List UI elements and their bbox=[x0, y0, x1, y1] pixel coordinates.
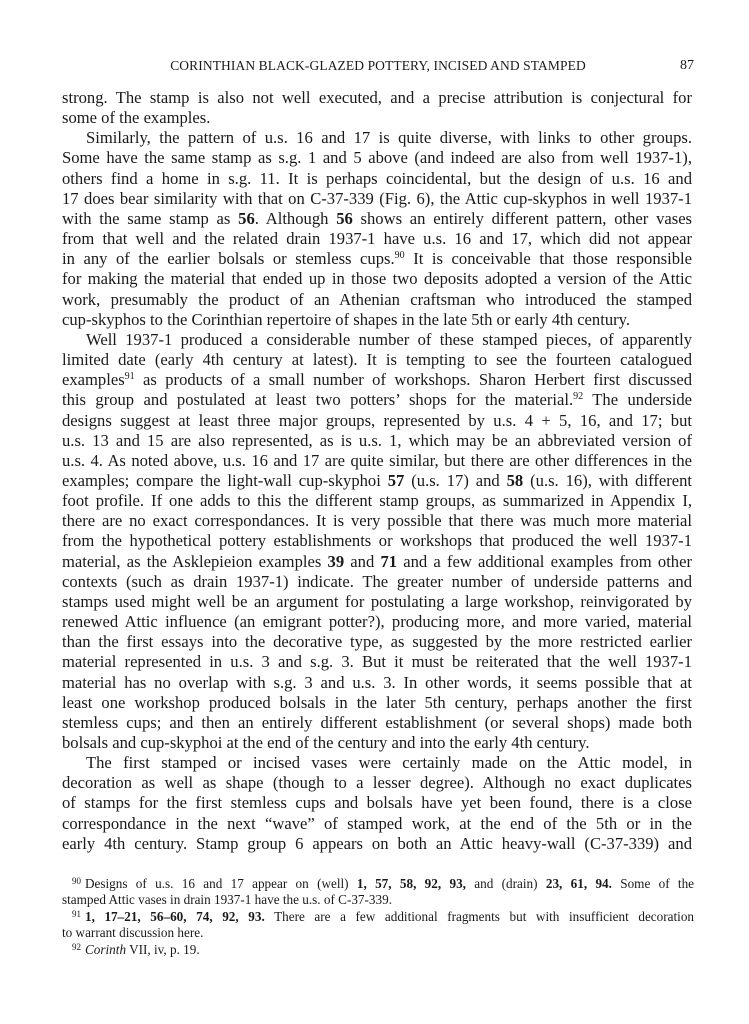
text-line: designs suggest at least three major groups, represented by u.s. 4 + 5, 16, and 17; but bbox=[62, 410, 692, 430]
text-run: Designs of u.s. 16 and 17 appear on (well) bbox=[85, 876, 357, 891]
text-run: There are a few additional fragments but with insufficient decoration bbox=[264, 908, 695, 924]
footnote-number: 92 bbox=[72, 941, 81, 952]
footnotes bbox=[62, 876, 694, 958]
paragraph-1 bbox=[62, 88, 692, 128]
text-line bbox=[62, 209, 692, 229]
footnote-line: stamped Attic vases in drain 1937-1 have the u.s. of C-37-339. bbox=[62, 892, 392, 908]
text-line bbox=[62, 471, 692, 491]
text-line: least one workshop produced bolsals in the later 5th century, perhaps another the first bbox=[62, 692, 692, 712]
text-line: work, presumably the product of an Athenian craftsman who introduced the stamped bbox=[62, 289, 692, 309]
text-line bbox=[62, 249, 692, 269]
catalogue-ref: 56 bbox=[336, 208, 353, 228]
text-run: this group and postulated at least two potters’ shops for the material. bbox=[62, 390, 574, 410]
text-line: others find a home in s.g. 11. It is perhaps coincidental, but the design of u.s. 16 and bbox=[62, 168, 692, 188]
text-run: examples bbox=[62, 370, 125, 390]
body-text bbox=[62, 88, 692, 854]
text-run: It is conceivable that those responsible bbox=[404, 249, 692, 269]
text-line: stamps used might well be an argument for postulating a large workshop, reinvigorated by bbox=[62, 591, 692, 611]
text-line: Well 1937-1 produced a considerable number of these stamped pieces, of apparently bbox=[86, 329, 692, 349]
text-line: renewed Attic influence (an emigrant potter?), producing more, and more varied, material bbox=[62, 612, 692, 632]
running-head bbox=[62, 58, 694, 78]
text-line: foot profile. If one adds to this the different stamp groups, as summarized in Appendix I, bbox=[62, 491, 692, 511]
catalogue-ref: 56 bbox=[238, 208, 255, 228]
text-line: than the first essays into the decorative type, as suggested by the more restricted earlier bbox=[62, 632, 692, 652]
text-line: 17 does bear similarity with that on C-37-339 (Fig. 6), the Attic cup-skyphos in well 1937-1 bbox=[62, 188, 692, 208]
text-run: with the same stamp as bbox=[62, 208, 239, 228]
text-run: material, as the Asklepieion examples bbox=[62, 551, 328, 571]
text-run: and bbox=[344, 551, 381, 571]
footnote-number: 90 bbox=[72, 876, 81, 886]
footnote-line bbox=[62, 942, 694, 958]
paragraph-4 bbox=[62, 753, 692, 854]
text-line: bolsals and cup-skyphoi at the end of the century and into the early 4th century. bbox=[62, 733, 590, 752]
text-run: The underside bbox=[583, 390, 692, 410]
text-line: The first stamped or incised vases were certainly made on the Attic model, in bbox=[86, 753, 692, 773]
text-run: . Although bbox=[254, 208, 337, 228]
text-line: early 4th century. Stamp group 6 appears on both an Attic heavy-wall (C-37-339) and bbox=[62, 833, 692, 853]
catalogue-refs: 1, 57, 58, 92, 93, bbox=[356, 876, 466, 891]
footnote-92 bbox=[62, 942, 694, 958]
text-run: as products of a small number of workshops. Sharon Herbert first discussed bbox=[134, 370, 692, 390]
text-line: u.s. 13 and 15 are also represented, as is u.s. 1, which may be an abbreviated version of bbox=[62, 430, 692, 450]
text-line: contexts (such as drain 1937-1) indicate. The greater number of underside patterns and bbox=[62, 571, 692, 591]
text-line: stemless cups; and then an entirely different establishment (or several shops) made both bbox=[62, 712, 692, 732]
text-run: shows an entirely different pattern, other vases bbox=[352, 208, 693, 228]
catalogue-ref: 71 bbox=[380, 551, 398, 571]
text-line: from that well and the related drain 1937-1 have u.s. 16 and 17, which did not appear bbox=[62, 229, 692, 249]
text-run: (u.s. 17) and bbox=[404, 470, 507, 490]
footnote-marker[interactable]: 91 bbox=[124, 371, 135, 383]
text-line bbox=[62, 390, 692, 410]
text-line: for making the material that ended up in those two deposits adopted a version of the Attic bbox=[62, 269, 692, 289]
footnote-90 bbox=[62, 876, 694, 909]
catalogue-ref: 57 bbox=[387, 470, 405, 490]
footnote-91 bbox=[62, 909, 694, 942]
text-line: u.s. 4. As noted above, u.s. 16 and 17 are quite similar, but there are other differences in the bbox=[62, 450, 692, 470]
text-line: of stamps for the first stemless cups and bolsals have yet been found, there is a close bbox=[62, 793, 692, 813]
text-run: VII, iv, p. 19. bbox=[126, 941, 200, 957]
publication-title: Corinth bbox=[85, 941, 127, 957]
text-line: material represented in u.s. 3 and s.g. 3. But it must be reiterated that the well 1937-1 bbox=[62, 652, 692, 672]
text-line: strong. The stamp is also not well executed, and a precise attribution is conjectural for bbox=[62, 88, 692, 107]
text-line: some of the examples. bbox=[62, 108, 211, 128]
text-run: Some of the bbox=[611, 876, 695, 891]
text-line bbox=[62, 552, 692, 572]
text-line: from the hypothetical pottery establishments or workshops that produced the well 1937-1 bbox=[62, 531, 692, 551]
catalogue-refs: 23, 61, 94. bbox=[545, 876, 612, 891]
text-line: there are no exact correspondances. It is very possible that there was much more material bbox=[62, 511, 692, 531]
text-line bbox=[62, 370, 692, 390]
page-number: 87 bbox=[680, 58, 694, 73]
text-run: and (drain) bbox=[465, 876, 546, 891]
text-run: (u.s. 16), with different bbox=[523, 470, 693, 490]
text-line: Some have the same stamp as s.g. 1 and 5 above (and indeed are also from well 1937-1), bbox=[62, 148, 692, 168]
footnote-line bbox=[62, 876, 694, 892]
text-line: Similarly, the pattern of u.s. 16 and 17 is quite diverse, with links to other groups. bbox=[86, 128, 692, 148]
footnote-marker[interactable]: 90 bbox=[394, 250, 405, 262]
footnote-line bbox=[62, 909, 694, 925]
paragraph-2 bbox=[62, 128, 692, 330]
text-run: and a few additional examples from other bbox=[397, 551, 692, 571]
text-line: decoration as well as shape (though to a lesser degree). Although no exact duplicates bbox=[62, 773, 692, 793]
text-line: cup-skyphos to the Corinthian repertoire of shapes in the late 5th or early 4th century. bbox=[62, 309, 631, 329]
text-line: limited date (early 4th century at latest). It is tempting to see the fourteen catalogued bbox=[62, 350, 692, 370]
text-run: examples; compare the light-wall cup-skyphoi bbox=[62, 470, 388, 490]
footnote-marker[interactable]: 92 bbox=[573, 391, 584, 403]
footnote-number: 91 bbox=[72, 908, 81, 919]
footnote-line: to warrant discussion here. bbox=[62, 925, 204, 941]
catalogue-ref: 58 bbox=[506, 470, 524, 490]
text-line: material has no overlap with s.g. 3 and u.s. 3. In other words, it seems possible that at bbox=[62, 672, 692, 692]
text-line: correspondance in the next “wave” of stamped work, at the end of the 5th or in the bbox=[62, 813, 692, 833]
running-head-title: CORINTHIAN BLACK-GLAZED POTTERY, INCISED AND STAMPED bbox=[170, 58, 586, 73]
catalogue-ref: 39 bbox=[327, 551, 345, 571]
paragraph-3 bbox=[62, 330, 692, 753]
text-run: in any of the earlier bolsals or stemless cups. bbox=[62, 249, 395, 269]
catalogue-refs: 1, 17–21, 56–60, 74, 92, 93. bbox=[85, 908, 265, 924]
